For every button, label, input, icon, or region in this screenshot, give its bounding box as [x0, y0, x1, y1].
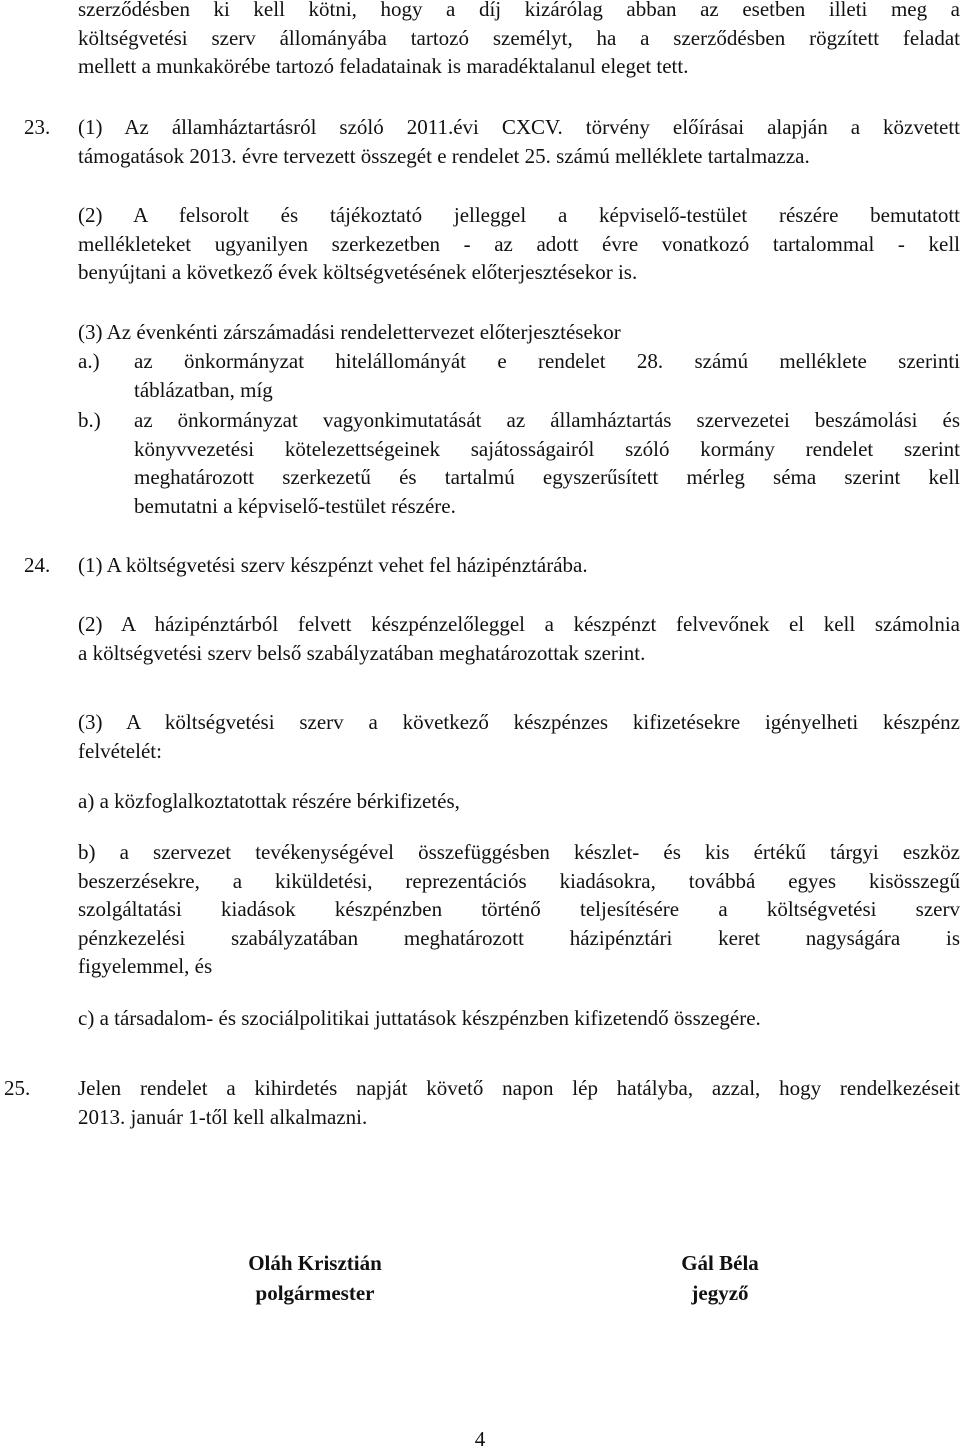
section-24-item-a — [78, 787, 960, 816]
paragraph-line: (2) A házipénztárból felvett készpénzelőleggel a készpénzt felvevőnek el kell számolnia — [78, 612, 960, 636]
paragraph-line: benyújtani a következő évek költségvetésének előterjesztésekor is. — [78, 260, 638, 284]
list-item-line: beszerzésekre, a kiküldetési, reprezentációs kiadásokra, továbbá egyes kisösszegű — [78, 868, 960, 893]
list-item-line: könyvvezetési kötelezettségeinek sajátosságairól szóló kormány rendelet szerint — [134, 436, 960, 461]
section-23-paragraph-3 — [78, 318, 960, 347]
list-item-line: pénzkezelési szabályzatában meghatározott házipénztári keret nagyságára is — [78, 925, 960, 950]
section-number-24: 24. — [24, 553, 51, 577]
list-item-line: a) a közfoglalkoztatottak részére bérkifizetés, — [78, 789, 460, 813]
section-24-paragraph-2 — [78, 610, 960, 667]
list-item-a — [134, 347, 960, 404]
signatory-title: polgármester — [255, 1281, 375, 1305]
section-24-item-c — [78, 1004, 960, 1033]
list-label-b: b.) — [78, 408, 101, 432]
paragraph-line: mellékleteket ugyanilyen szerkezetben - az adott évre vonatkozó tartalommal - kell — [78, 231, 960, 256]
section-23-paragraph-1 — [78, 113, 960, 170]
paragraph-line: (3) A költségvetési szerv a következő készpénzes kifizetésekre igényelheti készpénz — [78, 710, 960, 734]
signatory-name: Oláh Krisztián — [248, 1251, 382, 1275]
paragraph-line: felvételét: — [78, 738, 162, 763]
section-24-paragraph-1 — [78, 551, 960, 580]
section-24-paragraph-3 — [78, 708, 960, 765]
list-item-line: meghatározott szerkezetű és tartalmú egyszerűsített mérleg séma szerint kell — [134, 465, 960, 489]
section-23-paragraph-2 — [78, 201, 960, 287]
paragraph-line: Jelen rendelet a kihirdetés napját követő napon lép hatályba, azzal, hogy rendelkezéseit — [78, 1076, 960, 1100]
list-item-b — [134, 406, 960, 520]
intro-line: szerződésben ki kell kötni, hogy a díj kizárólag abban az esetben illeti meg a — [78, 0, 960, 21]
list-item-line: bemutatni a képviselő-testület részére. — [134, 493, 456, 518]
list-item-line: az önkormányzat hitelállományát e rendelet 28. számú melléklete szerinti — [134, 349, 960, 373]
paragraph-line: támogatások 2013. évre tervezett összegét e rendelet 25. számú melléklete tartalmazza. — [78, 143, 810, 168]
list-item-line: táblázatban, míg — [134, 377, 273, 402]
section-24-item-b — [78, 838, 960, 981]
list-label-a: a.) — [78, 349, 100, 373]
section-number-25: 25. — [4, 1076, 31, 1100]
paragraph-line: (2) A felsorolt és tájékoztató jelleggel a képviselő-testület részére bemutatott — [78, 203, 960, 227]
paragraph-line: (1) Az államháztartásról szóló 2011.évi CXCV. törvény előírásai alapján a közvetett — [78, 115, 960, 139]
intro-paragraph — [78, 0, 960, 81]
paragraph-line: (1) A költségvetési szerv készpénzt vehet fel házipénztárába. — [78, 553, 588, 577]
section-number-23: 23. — [24, 115, 51, 139]
signature-mayor — [190, 1248, 440, 1308]
section-25-paragraph — [78, 1074, 960, 1131]
list-item-line: az önkormányzat vagyonkimutatását az államháztartás szervezetei beszámolási és — [134, 408, 960, 432]
signatory-title: jegyző — [691, 1281, 749, 1305]
list-item-line: szolgáltatási kiadások készpénzben történő teljesítésére a költségvetési szerv — [78, 897, 960, 921]
list-item-line: b) a szervezet tevékenységével összefüggésben készlet- és kis értékű tárgyi eszköz — [78, 840, 960, 864]
page-number: 4 — [474, 1427, 486, 1451]
paragraph-line: 2013. január 1-től kell alkalmazni. — [78, 1104, 368, 1129]
list-item-line: c) a társadalom- és szociálpolitikai juttatások készpénzben kifizetendő összegére. — [78, 1006, 761, 1030]
paragraph-line: (3) Az évenkénti zárszámadási rendelettervezet előterjesztésekor — [78, 320, 621, 344]
signature-notary — [600, 1248, 840, 1308]
list-item-line: figyelemmel, és — [78, 954, 213, 978]
signatory-name: Gál Béla — [681, 1251, 759, 1275]
intro-line: mellett a munkakörébe tartozó feladatainak is maradéktalanul eleget tett. — [78, 54, 689, 78]
intro-line: költségvetési szerv állományába tartozó személyt, ha a szerződésben rögzített feladat — [78, 25, 960, 50]
paragraph-line: a költségvetési szerv belső szabályzatában meghatározottak szerint. — [78, 640, 646, 665]
